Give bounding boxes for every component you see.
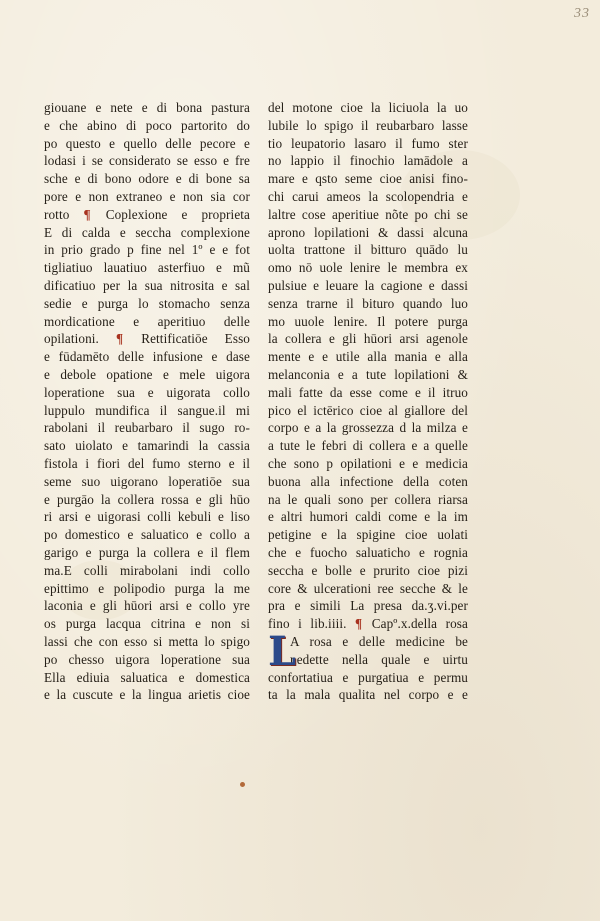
text-line: lassi che con esso si metta lo spigo	[44, 633, 250, 649]
text-line: nedette nella quale e uirtu	[290, 651, 468, 667]
text-line: confortatiua e purgatiua e permu	[268, 669, 468, 685]
text-line: che e fuocho saluaticho e rognia	[268, 544, 468, 560]
rubric-pilcrow: ¶	[355, 616, 363, 632]
right-text-column	[268, 99, 468, 704]
text-line: pore e non extraneo e non sia cor	[44, 188, 250, 204]
text-line: pra e simili La presa da.ʒ.vi.per	[268, 598, 468, 614]
text-line: po domestico e saluatico e collo a	[44, 527, 250, 543]
text-line: la collera e gli hūori arsi agenole	[268, 331, 468, 347]
text-line: ta la mala qualita nel corpo e e	[268, 687, 468, 703]
text-line: e altri humori caldi come e la im	[268, 509, 468, 525]
text-line: po chesso uigora loperatione sua	[44, 651, 250, 667]
text-line: mare e qsto seme cioe anisi fino-	[268, 171, 468, 187]
text-line: dificatiuo per la sua nitrosita e sal	[44, 277, 250, 293]
text-line: tigliatiuo lauatiuo asterfiuo e mũ	[44, 260, 250, 276]
text-line: lubile lo spigo il reubarbaro lasse	[268, 117, 468, 133]
text-line: senza trarne il bituro quando luo	[268, 295, 468, 311]
text-line: sedie e purga lo stomacho senza	[44, 295, 250, 311]
rubric-pilcrow: ¶	[83, 206, 91, 222]
text-line: loperatione sua e uigorata collo	[44, 384, 250, 400]
rubric-pilcrow: ¶	[115, 331, 124, 347]
text-line: melanconia e a tute lopilationi &	[268, 366, 468, 382]
text-line: mordicatione e aperitiuo delle	[44, 313, 250, 329]
text-line: omo nō uole lenire le membra ex	[268, 260, 468, 276]
text-line: a tute le febri di collera e a quelle	[268, 438, 468, 454]
text-line: opilationi. ¶ Rettificatiōe Esso	[44, 331, 250, 347]
text-line: ma.E colli mirabolani indi collo	[44, 562, 250, 578]
text-line: laconia e gli hūori arsi e collo yre	[44, 598, 250, 614]
ink-dot	[240, 782, 245, 787]
text-line: seme suo uigorano loperatiōe sua	[44, 473, 250, 489]
text-line: e debole opatione e mele uigora	[44, 366, 250, 382]
text-line: uolta trattone il bitturo quādo lu	[268, 242, 468, 258]
text-line: rotto ¶ Coplexione e proprieta	[44, 206, 250, 222]
text-line: seccha e bolle e prurito cioe pizi	[268, 562, 468, 578]
text-line: e che abino di poco partorito do	[44, 117, 250, 133]
initial-lines	[268, 627, 468, 675]
text-line: buona alla infectione della coten	[268, 473, 468, 489]
text-line: tio leupatorio lasaro il fumo ster	[268, 135, 468, 151]
text-line: rabolani il reubarbaro il sugo ro-	[44, 420, 250, 436]
text-line: no lappio il finochio lamādole a	[268, 153, 468, 169]
text-line: sche e di bono odore e di bone sa	[44, 171, 250, 187]
text-line: sato uiolato e tamarindi la cassia	[44, 438, 250, 454]
decorated-initial: L	[268, 627, 297, 675]
text-line: E di calda e seccha complexione	[44, 224, 250, 240]
text-line: mente e e utile alla mania e alla	[268, 349, 468, 365]
left-text-column	[44, 99, 250, 704]
right-column-body	[268, 99, 468, 633]
text-line: del motone cioe la liciuola la uo	[268, 100, 468, 115]
text-line: giouane e nete e di bona pastura	[44, 100, 250, 115]
right-column-tail	[268, 669, 468, 705]
text-line: e la cuscute e la lingua arietis cioe	[44, 687, 250, 703]
text-line: pulsiue e leuare la cagione e dassi	[268, 277, 468, 293]
text-line: pico el ictērico cioe al giallore del	[268, 402, 468, 418]
text-line: che sono p opilationi e e medicia	[268, 455, 468, 471]
text-line: chi carui ameos la scolopendria e	[268, 188, 468, 204]
text-line: po questo e quello delle pecore e	[44, 135, 250, 151]
text-line: mo uuole lenire. Il potere purga	[268, 313, 468, 329]
text-line: petigine e la spigine cioe uolati	[268, 527, 468, 543]
text-line: in prio grado p fine nel 1º e e fot	[44, 242, 250, 258]
text-line: corpo e a la grossezza d la milza e	[268, 420, 468, 436]
text-line: os purga lacqua citrina e non si	[44, 616, 250, 632]
text-line: A rosa e delle medicine be	[290, 633, 468, 649]
text-line: luppulo mundifica il sangue.il mi	[44, 402, 250, 418]
text-line: mali fatte da esse come e il itruo	[268, 384, 468, 400]
text-line: e purgāo la collera rossa e gli hūo	[44, 491, 250, 507]
text-line: core & ulcerationi ree secche & le	[268, 580, 468, 596]
text-line: na le quali sono per collera riarsa	[268, 491, 468, 507]
chapter-opening	[268, 627, 468, 675]
folio-number: 33	[574, 6, 590, 21]
text-line: Ella ediuia saluatica e domestica	[44, 669, 250, 685]
text-line: e fūdamēto delle infusione e dase	[44, 349, 250, 365]
text-line: garigo e purga la collera e il flem	[44, 544, 250, 560]
text-line: fino i lib.iiii. ¶ Capº.x.della rosa	[268, 616, 468, 632]
text-line: fistola i fiori del fumo sterno e il	[44, 455, 250, 471]
text-line: ri arsi e uigorasi colli kebuli e liso	[44, 509, 250, 525]
text-line: laltre cose aperitiue nõte po chi se	[268, 206, 468, 222]
text-line: epittimo e polipodio purga la me	[44, 580, 250, 596]
text-line: aprono lopilationi & dassi alcuna	[268, 224, 468, 240]
text-line: lodasi i se considerato se esso e fre	[44, 153, 250, 169]
